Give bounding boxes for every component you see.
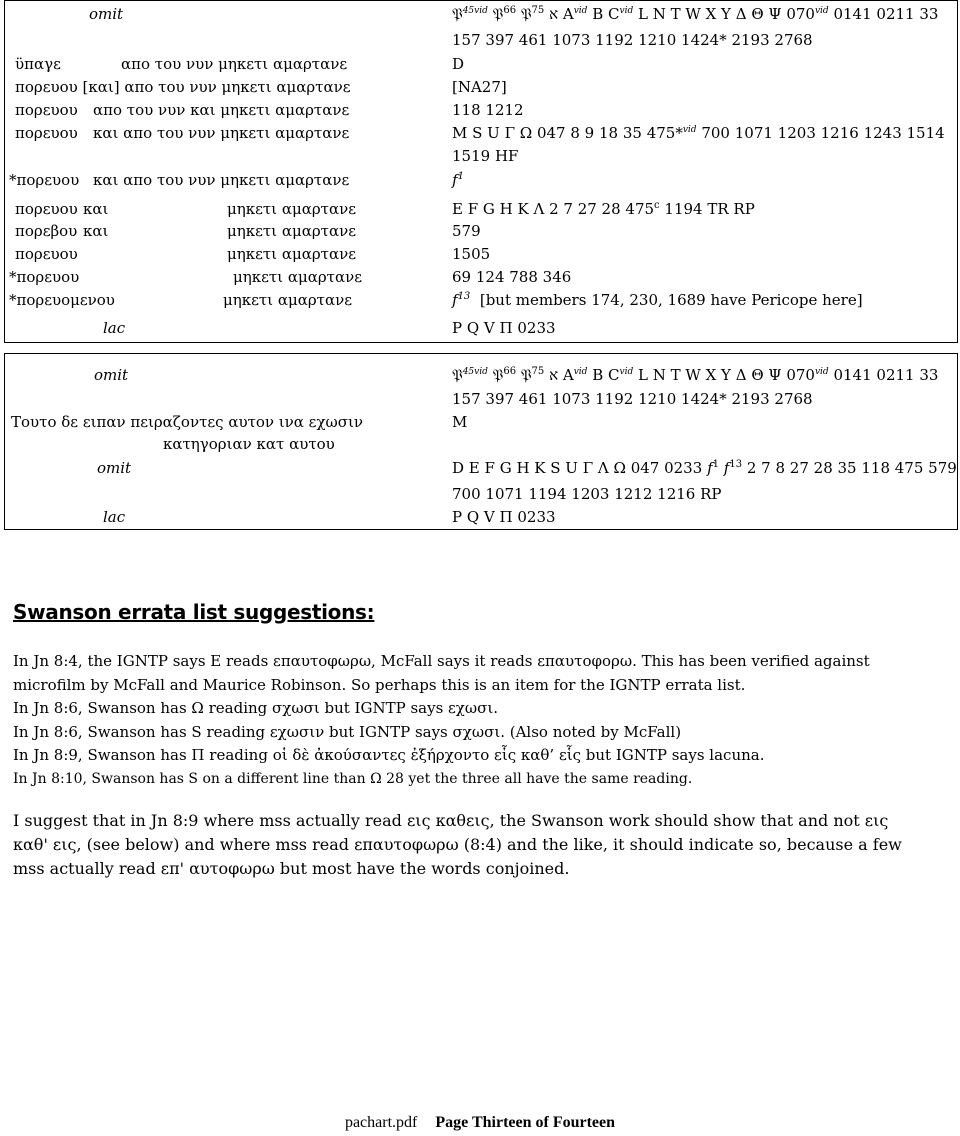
witness-list: M S U Γ Ω 047 8 9 18 35 475*$^{vid}$ 700 1071 1203 1216 1243 1514 <box>452 124 945 142</box>
variant-table-2 <box>4 353 958 530</box>
suggestion-line: καθ' εις, (see below) and where mss read επαυτοφωρω (8:4) and the like, it should indicate so, because a few <box>13 835 902 854</box>
errata-line: In Jn 8:6, Swanson has S reading εχωσιν but IGNTP says σχωσι. (Also noted by McFall) <box>13 722 682 741</box>
witness-list: 𝔓$^{45vid}$ 𝔓$^{66}$ 𝔓$^{75}$ א $A^{vid}$ B $C^{vid}$ L N T W X Y Δ Θ Ψ $070^{vid}$ 0141 0211 33 <box>452 366 939 384</box>
reading: πορευου και μηκετι αμαρτανε <box>15 200 356 218</box>
witness-list: 579 <box>452 222 481 240</box>
reading: πορευου και απο του νυν μηκετι αμαρτανε <box>15 124 350 142</box>
witness-list: 69 124 788 346 <box>452 268 572 286</box>
witness-list: P Q V Π 0233 <box>452 508 556 526</box>
witness-list: $f^1$ <box>452 171 464 189</box>
errata-line: In Jn 8:9, Swanson has Π reading οἱ δὲ ἀκούσαντες ἐξήρχοντο εἷς καθ’ εἷς but IGNTP says lacuna. <box>13 746 765 764</box>
witness-list: 𝔓$^{45vid}$ 𝔓$^{66}$ 𝔓$^{75}$ א $A^{vid}$ B $C^{vid}$ L N T W X Y Δ Θ Ψ $070^{vid}$ 0141 0211 33 <box>452 5 939 23</box>
reading-omit: omit <box>89 5 124 23</box>
witness-list: D E F G H K S U Γ Λ Ω 047 0233 $f^1$ $f^{13}$ 2 7 8 27 28 35 118 475 579 <box>452 459 957 477</box>
witness-list: 118 1212 <box>452 101 524 119</box>
witness-list: $f^{13}$ [but members 174, 230, 1689 have Pericope here] <box>452 291 863 309</box>
witness-list: [NA27] <box>452 78 507 96</box>
errata-section <box>13 600 947 881</box>
witness-list: 157 397 461 1073 1192 1210 1424* 2193 2768 <box>452 31 813 49</box>
reading-lac: lac <box>103 319 126 337</box>
reading: πορεβου και μηκετι αμαρτανε <box>15 222 356 240</box>
witness-list: P Q V Π 0233 <box>452 319 556 337</box>
variant-table-1 <box>4 0 958 343</box>
suggestion-line: I suggest that in Jn 8:9 where mss actually read εις καθεις, the Swanson work should show that and not εις <box>13 811 889 830</box>
reading: Τουτο δε ειπαν πειραζοντες αυτον ινα εχωσιν <box>11 413 364 431</box>
witness-list: E F G H K Λ 2 7 27 28 475$^c$ 1194 TR RP <box>452 200 755 218</box>
errata-line: In Jn 8:6, Swanson has Ω reading σχωσι but IGNTP says εχωσι. <box>13 699 499 717</box>
reading: *πορευου μηκετι αμαρτανε <box>9 268 362 286</box>
suggestion-line: mss actually read επ' αυτοφωρω but most have the words conjoined. <box>13 859 570 878</box>
page-footer <box>0 1114 960 1132</box>
witness-list: D <box>452 55 465 73</box>
reading: κατηγοριαν κατ αυτου <box>163 435 335 453</box>
errata-line: In Jn 8:4, the IGNTP says E reads επαυτοφωρω, McFall says it reads επαυτοφορω. This has been verified against <box>13 652 870 670</box>
reading: πορευου απο του νυν και μηκετι αμαρτανε <box>15 101 350 119</box>
witness-list: 700 1071 1194 1203 1212 1216 RP <box>452 485 722 503</box>
witness-list: 1505 <box>452 245 491 263</box>
reading-lac: lac <box>103 508 126 526</box>
footer-filename: pachart.pdf <box>344 1114 418 1131</box>
witness-list: M <box>452 413 468 431</box>
reading-omit: omit <box>94 366 129 384</box>
footer-page-number: Page Thirteen of Fourteen <box>435 1114 616 1131</box>
reading: *πορευομενου μηκετι αμαρτανε <box>9 291 352 309</box>
reading: πορευου [και] απο του νυν μηκετι αμαρτανε <box>15 78 351 96</box>
witness-list: 1519 HF <box>452 147 519 165</box>
witness-list: 157 397 461 1073 1192 1210 1424* 2193 2768 <box>452 390 813 408</box>
reading: ϋπαγε απο του νυν μηκετι αμαρτανε <box>15 55 348 73</box>
errata-line: In Jn 8:10, Swanson has S on a different line than Ω 28 yet the three all have the same reading. <box>13 770 693 787</box>
reading: πορευου μηκετι αμαρτανε <box>15 245 356 263</box>
reading-omit: omit <box>97 459 132 477</box>
errata-title: Swanson errata list suggestions: <box>13 600 375 624</box>
reading: *πορευου και απο του νυν μηκετι αμαρτανε <box>9 171 350 189</box>
errata-line: microfilm by McFall and Maurice Robinson. So perhaps this is an item for the IGNTP errata list. <box>13 675 746 694</box>
